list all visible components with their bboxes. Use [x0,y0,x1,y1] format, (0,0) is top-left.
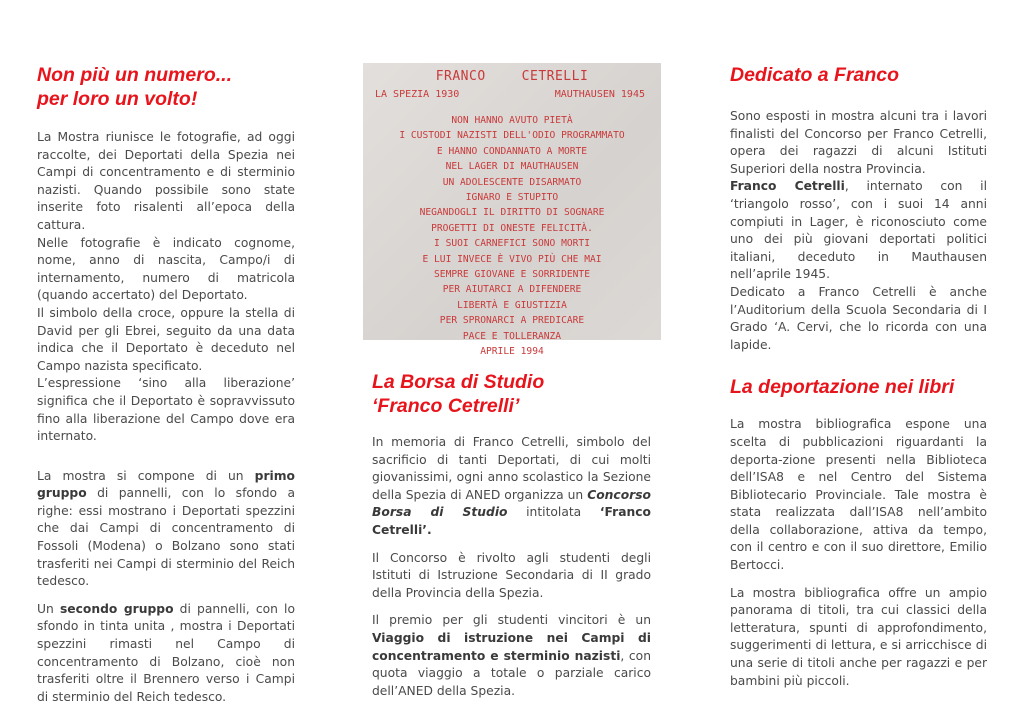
right-body-1 [730,108,987,354]
left-body [37,129,295,706]
plaque-inscription [363,113,661,360]
plaque-line: UN ADOLESCENTE DISARMATO [442,176,582,188]
left-paragraph-5: La mostra si compone di un primo gruppo di pannelli, con lo sfondo a righe: essi mostrano i Deportati spezzini che dai Campi di concentramento di Fossoli (Modena) o Bolzano sono stati trasferiti nei Campi di sterminio del Reich tedesco. [37,468,295,589]
left-paragraph-2: Nelle fotografie è indicato cognome, nome, anno di nascita, Campo/i di internamento, numero di matricola (quando accertato) del Deportato. [37,235,295,303]
right-column [730,63,987,690]
middle-paragraph-2: Il Concorso è rivolto agli studenti degli Istituti di Istruzione Secondaria di II grado della Provincia della Spezia. [372,550,651,600]
left-column [37,63,295,706]
right-paragraph-2: Franco Cetrelli, internato con il ‘triangolo rosso’, con i suoi 14 anni compiuti in Lager, è riconosciuto come uno dei più giovani deportati politici italiani, deceduto in Mauthausen nell’aprile 1945. [730,179,987,282]
left-paragraph-6: Un secondo gruppo di pannelli, con lo sfondo in tinta unita , mostra i Deportati spezzini rimasti nel Campo di concentramento di Bolzano, cioè non trasferiti oltre il Brennero verso i Campi di sterminio del Reich tedesco. [37,601,295,704]
plaque-line: NEL LAGER DI MAUTHAUSEN [445,161,579,173]
plaque-line: PROGETTI DI ONESTE FELICITÀ. [431,222,593,234]
memorial-plaque-photo [363,63,661,358]
right-paragraph-5: La mostra bibliografica offre un ampio panorama di titoli, tra cui classici della letteratura, spunti di approfondimento, suggerimenti di lettura, e si arricchisce di una serie di titoli anche per ragazzi e per bambini più piccoli. [730,585,987,688]
left-paragraph-4: L’espressione ‘sino alla liberazione’ significa che il Deportato è sopravvissuto fino alla liberazione del Campo dove era internato. [37,376,295,444]
plaque-line: E HANNO CONDANNATO A MORTE [436,145,588,157]
plaque-line: NON HANNO AVUTO PIETÀ [451,115,573,126]
plaque-line: SEMPRE GIOVANE E SORRIDENTE [434,269,590,281]
plaque-line: PER AIUTARCI A DIFENDERE [442,284,582,296]
plaque-line: E LUI INVECE È VIVO PIÙ CHE MAI [422,253,602,265]
middle-title: La Borsa di Studio ‘Franco Cetrelli’ [372,371,545,417]
middle-paragraph-3: Il premio per gli studenti vincitori è un Viaggio di istruzione nei Campi di concentramento e sterminio nazisti, con quota viaggio a totale o parziale carico dell’ANED della Spezia. [372,613,651,698]
plaque-line: PER SPRONARCI A PREDICARE [439,315,585,327]
right-title-1: Dedicato a Franco [730,64,900,86]
plaque-line: NEGANDOGLI IL DIRITTO DI SOGNARE [419,207,605,219]
plaque-death: MAUTHAUSEN 1945 [554,89,645,100]
plaque-name: FRANCO CETRELLI [435,69,589,84]
plaque-line: APRILE 1994 [480,346,544,358]
plaque-line: I CUSTODI NAZISTI DELL'ODIO PROGRAMMATO [399,130,625,142]
middle-column [372,370,651,700]
right-paragraph-4: La mostra bibliografica espone una scelta di pubblicazioni riguardanti la deporta-zione presenti nella Biblioteca dell’ISA8 e nel Centro del Sistema Bibliotecario Provinciale. Tale mostra è stata realizzata dall’ISA8 nell’ambito della collaborazione, attiva da tempo, con il centro e con il suo direttore, Emilio Bertocci. [730,417,987,573]
left-title: Non più un numero... per loro un volto! [37,64,232,110]
right-body-2 [730,416,987,690]
plaque-birth: LA SPEZIA 1930 [375,89,460,100]
plaque-line: PACE E TOLLERANZA [462,330,562,342]
left-paragraph-3: Il simbolo della croce, oppure la stella di David per gli Ebrei, seguito da una data indica che il Deportato è deceduto nel Campo nazista specificato. [37,305,295,373]
middle-paragraph-1: In memoria di Franco Cetrelli, simbolo del sacrificio di tanti Deportati, di cui molti giovanissimi, ogni anno scolastico la Sezione della Spezia di ANED organizza un Concorso Borsa di Studio intitolata ‘Franco Cetrelli’. [372,435,651,537]
plaque-line: I SUOI CARNEFICI SONO MORTI [434,238,590,250]
right-title-2: La deportazione nei libri [730,376,955,399]
right-paragraph-3: Dedicato a Franco Cetrelli è anche l’Auditorium della Scuola Secondaria di I Grado ‘A. Cervi, che lo ricorda con una lapide. [730,284,987,352]
middle-body [372,434,651,700]
plaque-line: IGNARO E STUPITO [465,192,559,204]
left-paragraph-1: La Mostra riunisce le fotografie, ad oggi raccolte, dei Deportati della Spezia nei Campi di concentramento e di sterminio nazisti. Quando possibile sono state inserite foto risalenti all’epoca della cattura. [37,130,295,232]
right-paragraph-1: Sono esposti in mostra alcuni tra i lavori finalisti del Concorso per Franco Cetrelli, opera dei ragazzi di alcuni Istituti Superiori della nostra Provincia. [730,109,987,176]
plaque-line: LIBERTÀ E GIUSTIZIA [457,299,567,311]
